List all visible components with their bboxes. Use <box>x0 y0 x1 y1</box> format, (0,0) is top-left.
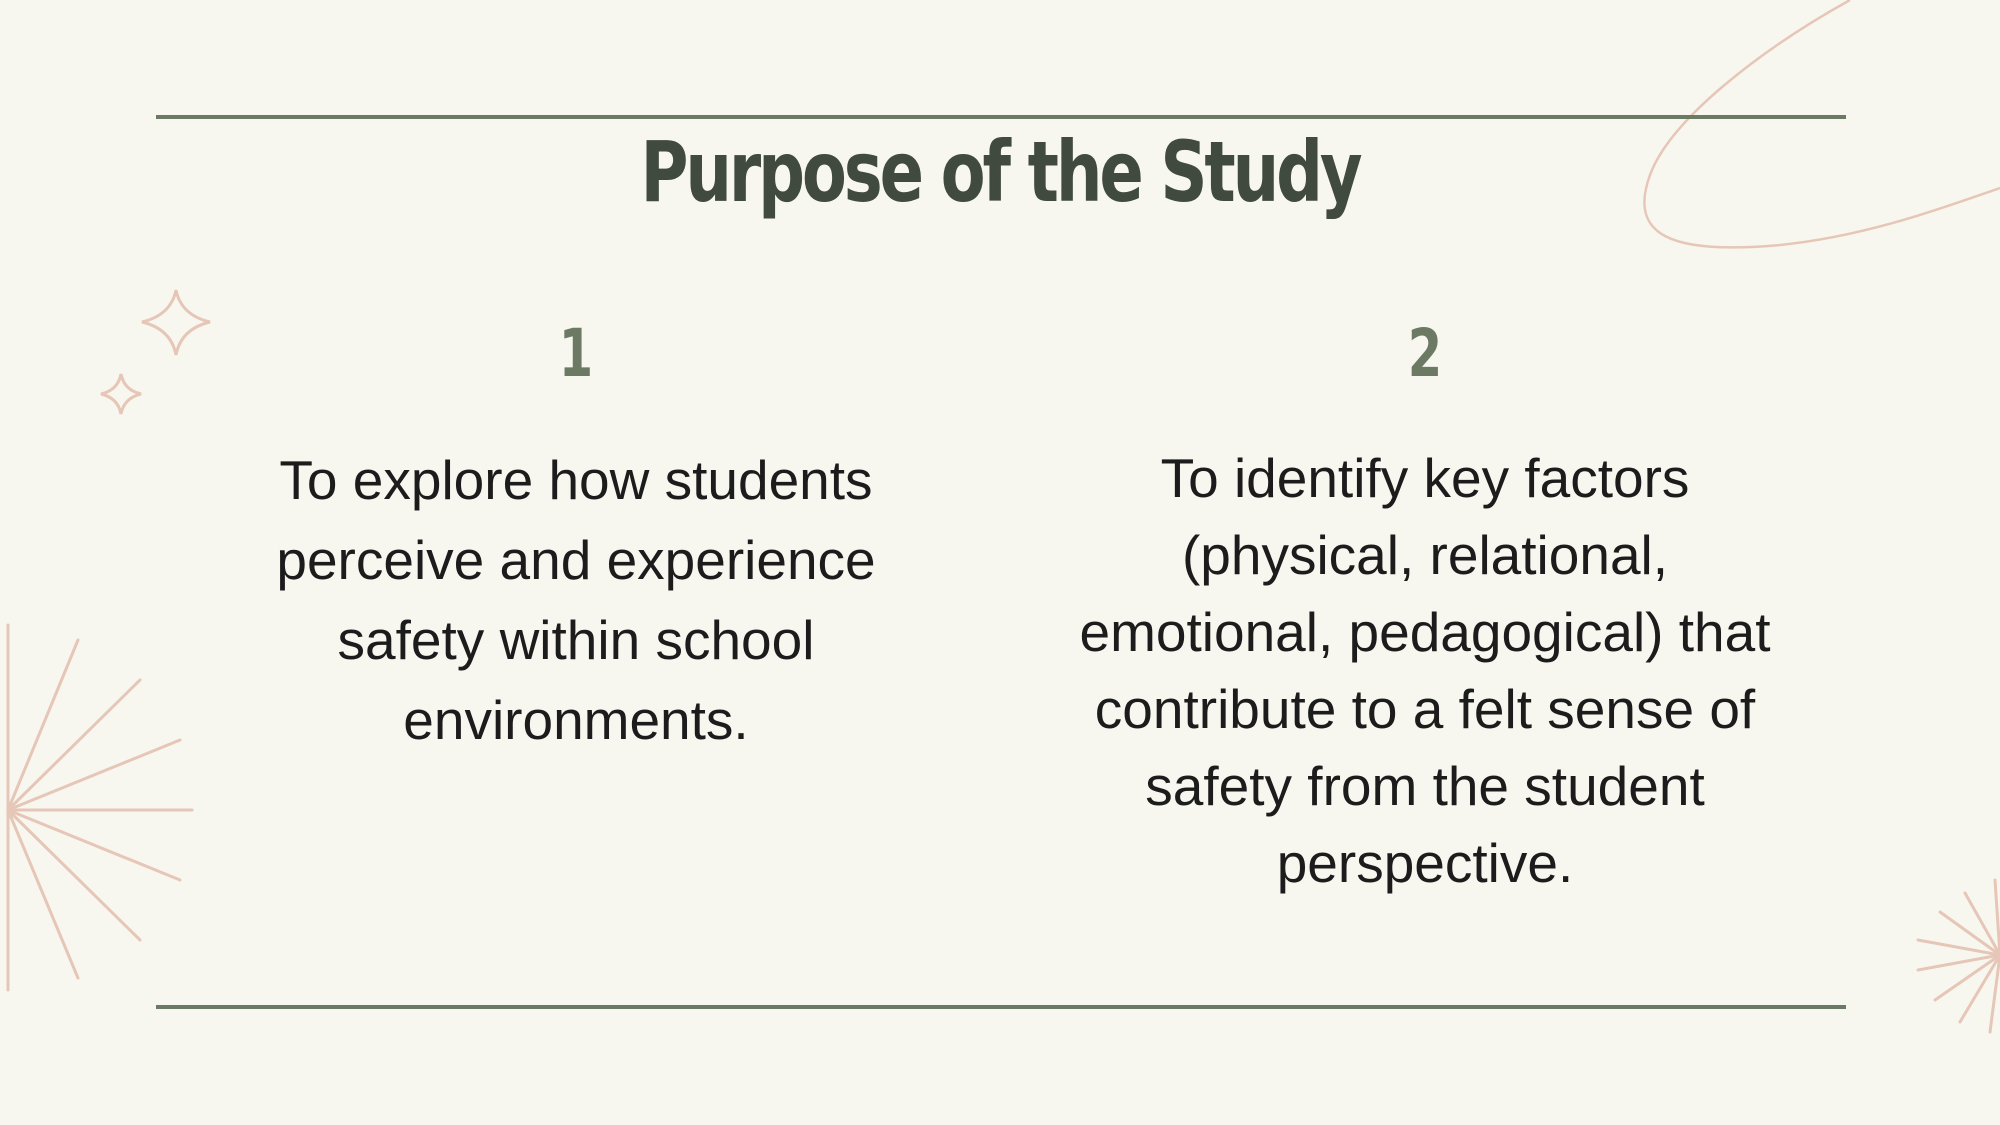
item-number-1: 1 <box>558 315 594 392</box>
item-text-1: To explore how students perceive and experience safety within school environments. <box>276 449 876 751</box>
starburst-decoration <box>8 625 192 990</box>
sparkle-icon <box>142 290 210 355</box>
starburst-decoration <box>1918 880 2000 1032</box>
item-text-2: To identify key factors (physical, relational, emotional, pedagogical) that contribute to a felt sense of safety from the student perspective. <box>1079 447 1771 894</box>
bottom-divider <box>156 1005 1846 1009</box>
item-number-2: 2 <box>1407 315 1443 392</box>
slide-title: Purpose of the Study <box>640 123 1360 221</box>
sparkle-icon <box>101 374 141 414</box>
